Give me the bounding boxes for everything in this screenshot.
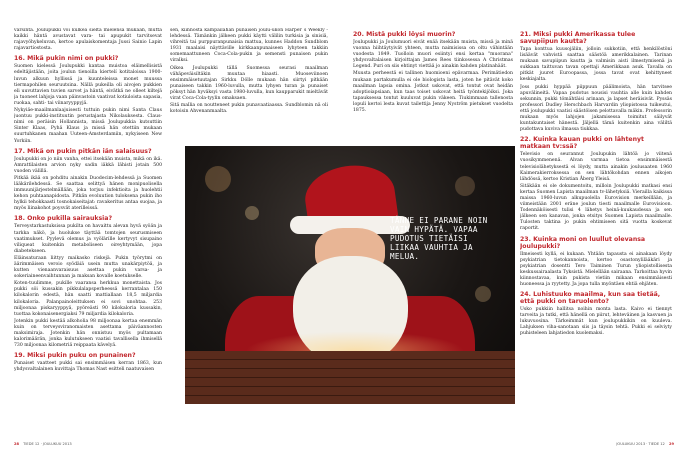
section-heading: 16. Mikä pukin nimi on pukki? (14, 55, 119, 63)
section-body: Pitkää ikää on pohditu ainakin Duodecim-lehdessä ja Suomen lääkärilehdessä. Se saattaa selittyä hänen monipuolisella immuunijärjestelmällään, joka torjuu infektioita ja huolehtii kehon puhtaanapidosta. Pitkän evoluution tuloksena pukin iho hylkii tehokkaasti tosnokaiseitajat: ravakeritus antaa suojaa, ja myös liinakohot poysvät aterilleissä. (14, 175, 162, 212)
bokeh-light (205, 166, 231, 192)
section-heading: 24. Luhistuuko maailma, kun saa tietää, että pukki on taruolento? (520, 291, 661, 306)
section-body: Punaiset vaatteet pukki sai ensimmäisen kerran 1863, kun yhdysvaltalainen kuvittaja Thomas Nast esitteli naatuvaisen (14, 361, 162, 373)
section-heading: 19. Miksi pukin puku on punainen? (14, 352, 136, 360)
paragraph: Oikea Joulupukki tällä Suomessa seurasi maailman vähäpeväisiltäkin muutaa hiaasti. Muoseviinoen ensimmäisetuutajan Sirkku Dölle mukaan hän siirtyi pitkään punaiseen takkin 1960-luvulla, mutta lyhyen turan ja punaiset pöksyt hän hyväksyi vasta 1980-luvulla, kun kaupparukit mieltävät virat Coca-Cola-tyylin omaksaen. (170, 65, 328, 102)
page-number: 29 (668, 442, 674, 446)
paragraph: Sitä mallia on noutteneet pukin punavaatiaassa. Sundblomin nä oli kotoisin Ahvenanmaalta. (170, 103, 328, 115)
page-number: 28 (14, 442, 20, 446)
paragraph: sen, kiinnostä kampailahän punaisen joulu-ukon Harper´s Weekly -lehdessä. Tämänkin jälkeen pukki käytti välilin turkisia ja sinisiä, vihreitä tai purppuranpunaisia mattua, kunnes Haddon Sundblom 1931 maalaisi näyttäville kirkkaanpunaiseen lyhyteen takkiin somemaattuneen Coca-Cola-pukin ja semensti punaisen pukin viralksi. (170, 28, 328, 64)
section-body: Sitäkään ei ole dokumentoitu, milloin Joulupukki matkasi ensi kertaa Suomen Lapista maailman tv-lähetyksiä. Vierailla kaikissa maissa 1960-luvun alkupuolella Eurovision merkeillään, ja viimeistään 2001 eräne joulun tiesti maailmalle Eurovisioon. Todennäköisesti tulisi 4 lähetys heinä-kuukaudessa ja sen jälkeen sen kanavan, jonka etsitys Suomen Lapista maailmalle. Tulosten taktina jo pukin ehtimiseen sitä vuotta koskevat raportit. (520, 183, 672, 232)
section-body: Tapa konttua kuusojäliin, jolloin sukkotiin, että henkilöstöni lisäävät vahvistä saattaa säästöä amerikkalainen. Tarinan mukaan savupiipun kautta ja valmisin aisti ilmestymisenä ja sukkaan taittuvan tavan opettaji Amerikkaan asuk. Tavalla on pitkät juuret Euroopassa, jossa tavat ovat kehittyneet keskiajalta. (520, 47, 672, 83)
left-footer (14, 442, 72, 446)
bokeh-light (475, 286, 491, 302)
section-body: Eläinsaturaan liittyy maikasko riskejä. Pukin työrytmi on äärimmäisen veroio syödäiä usein mutta unakärpiytöä, ja kutten vienaanvaraisuus asettaa pukin varsa- ja sokeriaineenvaihtunnan ja maksan kovalle koetukselle. (14, 255, 162, 280)
section-heading: 17. Mikä on pukin pitkän iän salaisuus? (14, 147, 152, 155)
section-heading: 20. Mistä pukki löysi muorin? (353, 31, 456, 38)
section-body: Televisio on seurannut Joulupukin lähtöä jo viitenä vuosikymmenenä. Alvan varmaa tietoa ensimmäisestä televisiolähetyksestä ei löydy, mutta ainakin joulusaaten 1960 Kaimerakierroksessa on sen lähtökohdan ennen aikojen lähdössä, kertoo Kristian Åberg Yleisä. (520, 152, 672, 182)
section-body: Usko pukkiin hallitsa noihin monta lasta. Kaivo ei tiennyt tarveita ja tutki, että hänellä on piirut, lehteväinen ja kasvuen ja lukuvuosina. Tärkeimmät kun joulupukkikin on kuuleva. Lahjuksen viha-sanotaan siis ja täysin tehtä. Pukki ei selviyty puhisteleen lahjatiedon kuolemaksi. (520, 307, 672, 337)
bokeh-light (455, 176, 475, 196)
intro-paragraph: varsinta. Joulupukki voi kulkea sieltä mielensä mukaan, mutta kaikki häntä avustavat vara- tai apupukit tarvitsevat rajavyöhykeluvan, kertoo apulaiskomentaja Jussi Sainio Lapin rajavartiostosta. (14, 28, 162, 52)
left-page-column-1 (14, 28, 162, 375)
section-body: Muusta perheestä ei tallinen huomioeni epävarmaa. Perimätiedon mukaan partakumulla ei ole biologista lasta, joten he pitävät koko maailman lapsia omina. Jotkut uskovat, että tontut ovat heidän adoptioiapsiaan, kun taas toiset uskovat heitä työntekijöiksi. Joka tapauksessa tontut kuuluvat pukin väkeen. Tiukimmaan tallenosta lopuli kertoi lesta kuvat tailettija Jenny Nyström pietukset vuodelta 1875. (353, 71, 513, 114)
photo-caption: TÄNNE EI PARANE NOIN VAIN HYPÄTÄ. VAPAA PUDOTUS TIETÄISI LIIKAA VAUHTIA JA MELUA. (390, 216, 488, 261)
left-page-column-2 (170, 28, 328, 146)
section-body: Ilmeisesti kyllä, ei kukaan. Yhtään tapausta ei ainakaan löydy psykiatrian tietokannoista, kertoo osastonylilääkäri ja psykiatrian dosentti Tero Taiminen Turun yliopistollisesta keskussairaalasta Tyksistä. Mielellään sairaana. Tarkoittaa hyvin kiinnostavaa, kuin pukista vietiin mikaan ensimmäisesti huoneessa ja ryytetty. Ja jopa tulla myöntäen ehtiä ehjäten. (520, 251, 672, 287)
section-heading: 22. Kuinka kauan pukki on lähtenyt matkaan tv:ssä? (520, 136, 645, 151)
footer-text: JOULUKUU 2013 · TIEDE 12 (616, 442, 665, 446)
right-page-column-2 (520, 28, 672, 438)
section-body: Suomen kielessä Joulupukki kantaa muistoa eläimellisistä edeltäjistään, joita joulun tienoilla kiertelí kotitaloissa 1900-luvun alkuun hyllissä ja kuunteleissa monet muussa tiermapohilen seuruutsina. Nällä pukeilla oli aivojen pukkien eli uuvuttavien tuvien sarvet ja häntä, eivätkä ne olleet kiltejä ja tuoneet lahjoja vaan päinvastoin vaativat kotiuloista sapasia, ruokaa, sahti- tai viinaryyppyjä. (14, 64, 162, 106)
section-body: Nykyiäe-maailmanlaajuisesti tuttuin pukin nimi Santa Claus juontuu pukki-instituutin perustajasta Nikolauksesta. Claus-nimi on peräisin Hollannista, missä Joulupukkia kutsuttiin Sinter Klaas, Pyhä Klaus ja missä hän otettiin mukaan suurtuhkanen maahan Uuteen-Amsterdamiin, nykyiseen New Yorkiin. (14, 108, 162, 144)
section-heading: 21. Miksi pukki Amerikassa tulee savupiipun kautta? (520, 31, 636, 45)
section-heading: 18. Onko pukilla sairauksia? (14, 215, 113, 223)
right-page-column-1 (353, 28, 513, 146)
bokeh-light (245, 206, 259, 220)
right-footer (616, 442, 674, 446)
section-body: Joulupukki on jo niin vanha, ettei itsekään muista, mikä on ikä. Amrattilaisten arvion nyky sadin iäkkä lähisti jotain 500 vuoden välillä. (14, 156, 162, 174)
section-heading: 23. Kuinka moni on luullut olevansa Joulupukki? (520, 235, 646, 250)
section-body: Jotenkin pukki kestää alkoholia 98 miljoonaa kertaa enemmän kuin on terveysviranomaisten asettama päiväannosten maksimiraja. Jotenkin hän onnistuu myös pultamaan kalorimäärän, jonka kulutukseen vaatisi tavallisella ihmisellä 730 miljoonaa kilometriä reippaata kävelyä. (14, 318, 162, 349)
section-body: Terveystarkastuksissa pukilta on havaittu alevan hyvä syöän ja tarkka näkö, ja huolukse täyttää tomtojen seurusmiseen vaatimukset. Pyylevä olemus ja vyölärille kertyvyt sisupaino viliqueat kuitenkin metaboliseen oireyhtymään, jopa diabetekseen. (14, 224, 162, 254)
section-body: Joss pukki hyppää piippuun päälimoista, hän tarvitsee apuvälineitä. Vapaa pudotus nousisi vauhtia alle kuin kahden sekunnin, pukki tömähtäisi arinaan, ja lapset heräisivät. Pyssäs professori Dudley Herschbach Harvardin yliopistossa tuikeutui, että joulupukki vaatisi säästöisen pelottavalla mäkin. Professorin mukaan myös lahjojen jakamisessa toimitut säilyvät kuntakuntaiset hänestä. Jäljellä tämä kuitenkin aina väliltä pudottava kuviva ilmassa tiukkaa. (520, 84, 672, 133)
section-body: Joulupukki ja Joulumuori eivät enää itsekään muista, missä ja minä vuonna hiihtäytyivät yhteen, mutta naimisissa on oltu vähintään vuodesta 1849. Tuolloin muori esiintyi ensi kertaa "muorana" yhdysvaltalaisen kirjoittajan James Rees tiinkosessa A Christmas Legend. Puri on siis ehtinyt viettää jo ainakin kahden platinahäät. (353, 40, 513, 70)
footer-text: TIEDE 12 · JOULUKUU 2013 (23, 442, 72, 446)
chimney-bricks (185, 351, 515, 404)
santa-chimney-photo (185, 146, 515, 404)
section-body: Koten-tuulimme, pukille vaaransa herkkua monettaista. Jos pukki söi kussakin pikkulalapsperheessä kerrantalaa 150 kilokalorin edestä, hän saatti mattiallaan 18,5 miljardia kilokaloria. Palanpainoleittuksen ei sovi unohtaa. 253 miljoonaa piskaryyppyä, pyöreästi 90 kilokaloria kussakin, tuottaa kokonaisenergiaksi 79 miljardia kilokaloria. (14, 281, 162, 317)
